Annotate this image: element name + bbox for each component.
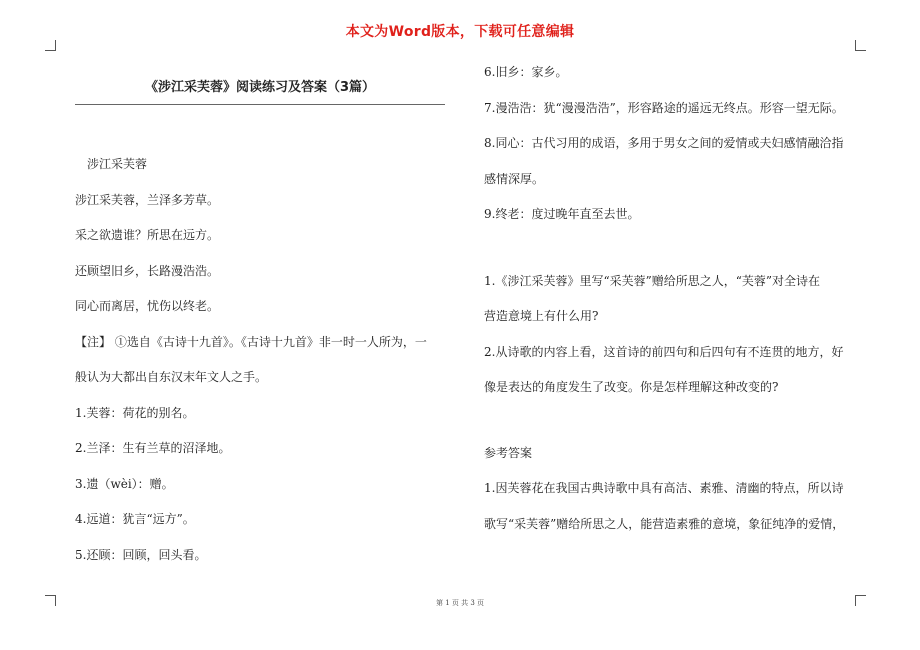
crop-mark-top-right: [855, 40, 866, 51]
page-number: 第 1 页 共 3 页: [435, 599, 485, 607]
note-line: 8.同心：古代习用的成语，多用于男女之间的爱情或夫妇感情融洽指: [484, 136, 844, 150]
question-line: 2.从诗歌的内容上看，这首诗的前四句和后四句有不连贯的地方，好: [484, 344, 844, 359]
answer-line: 1.因芙蓉花在我国古典诗歌中具有高洁、素雅、清幽的特点，所以诗: [484, 481, 844, 495]
question-line: 1.《涉江采芙蓉》里写“采芙蓉”赠给所思之人，“芙蓉”对全诗在: [484, 273, 820, 288]
poem-line: 涉江采芙蓉，兰泽多芳草。: [75, 192, 220, 207]
note-line: 3.遗（wèi）：赠。: [75, 476, 174, 491]
note-line: 感情深厚。: [484, 171, 545, 186]
note-line: 4.远道：犹言“远方”。: [75, 512, 195, 526]
note-line: 7.漫浩浩：犹“漫漫浩浩”，形容路途的遥远无终点。形容一望无际。: [484, 100, 844, 115]
note-line: 般认为大都出自东汉末年文人之手。: [75, 370, 268, 384]
note-line: 9.终老：度过晚年直至去世。: [484, 207, 640, 221]
poem-line: 同心而离居，忧伤以终老。: [75, 299, 220, 313]
crop-mark-top-left: [45, 40, 56, 51]
poem-title: 涉江采芙蓉: [87, 157, 148, 171]
section-gap: [484, 406, 866, 436]
title-divider: [75, 104, 445, 105]
question-line: 像是表达的角度发生了改变。你是怎样理解这种改变的?: [484, 380, 779, 394]
note-line: 2.兰泽：生有兰草的沼泽地。: [75, 441, 231, 455]
section-gap: [484, 233, 866, 264]
left-column: [75, 147, 460, 573]
answer-line: 歌写“采芙蓉”赠给所思之人，能营造素雅的意境，象征纯净的爱情，: [484, 516, 845, 531]
question-line: 营造意境上有什么用?: [484, 309, 599, 323]
answer-heading: 参考答案: [484, 445, 533, 460]
right-column: [484, 55, 866, 542]
note-line: 1.芙蓉：荷花的别名。: [75, 405, 195, 420]
note-line: 【注】 ①选自《古诗十九首》。《古诗十九首》非一时一人所为，一: [75, 334, 427, 349]
download-banner: 本文为Word版本，下载可任意编辑: [345, 24, 575, 40]
poem-line: 还顾望旧乡，长路漫浩浩。: [75, 263, 220, 278]
poem-line: 采之欲遗谁？所思在远方。: [75, 228, 220, 242]
note-line: 5.还顾：回顾，回头看。: [75, 547, 207, 562]
document-title: 《涉江采芙蓉》阅读练习及答案（3篇）: [144, 80, 376, 95]
note-line: 6.旧乡：家乡。: [484, 65, 568, 79]
